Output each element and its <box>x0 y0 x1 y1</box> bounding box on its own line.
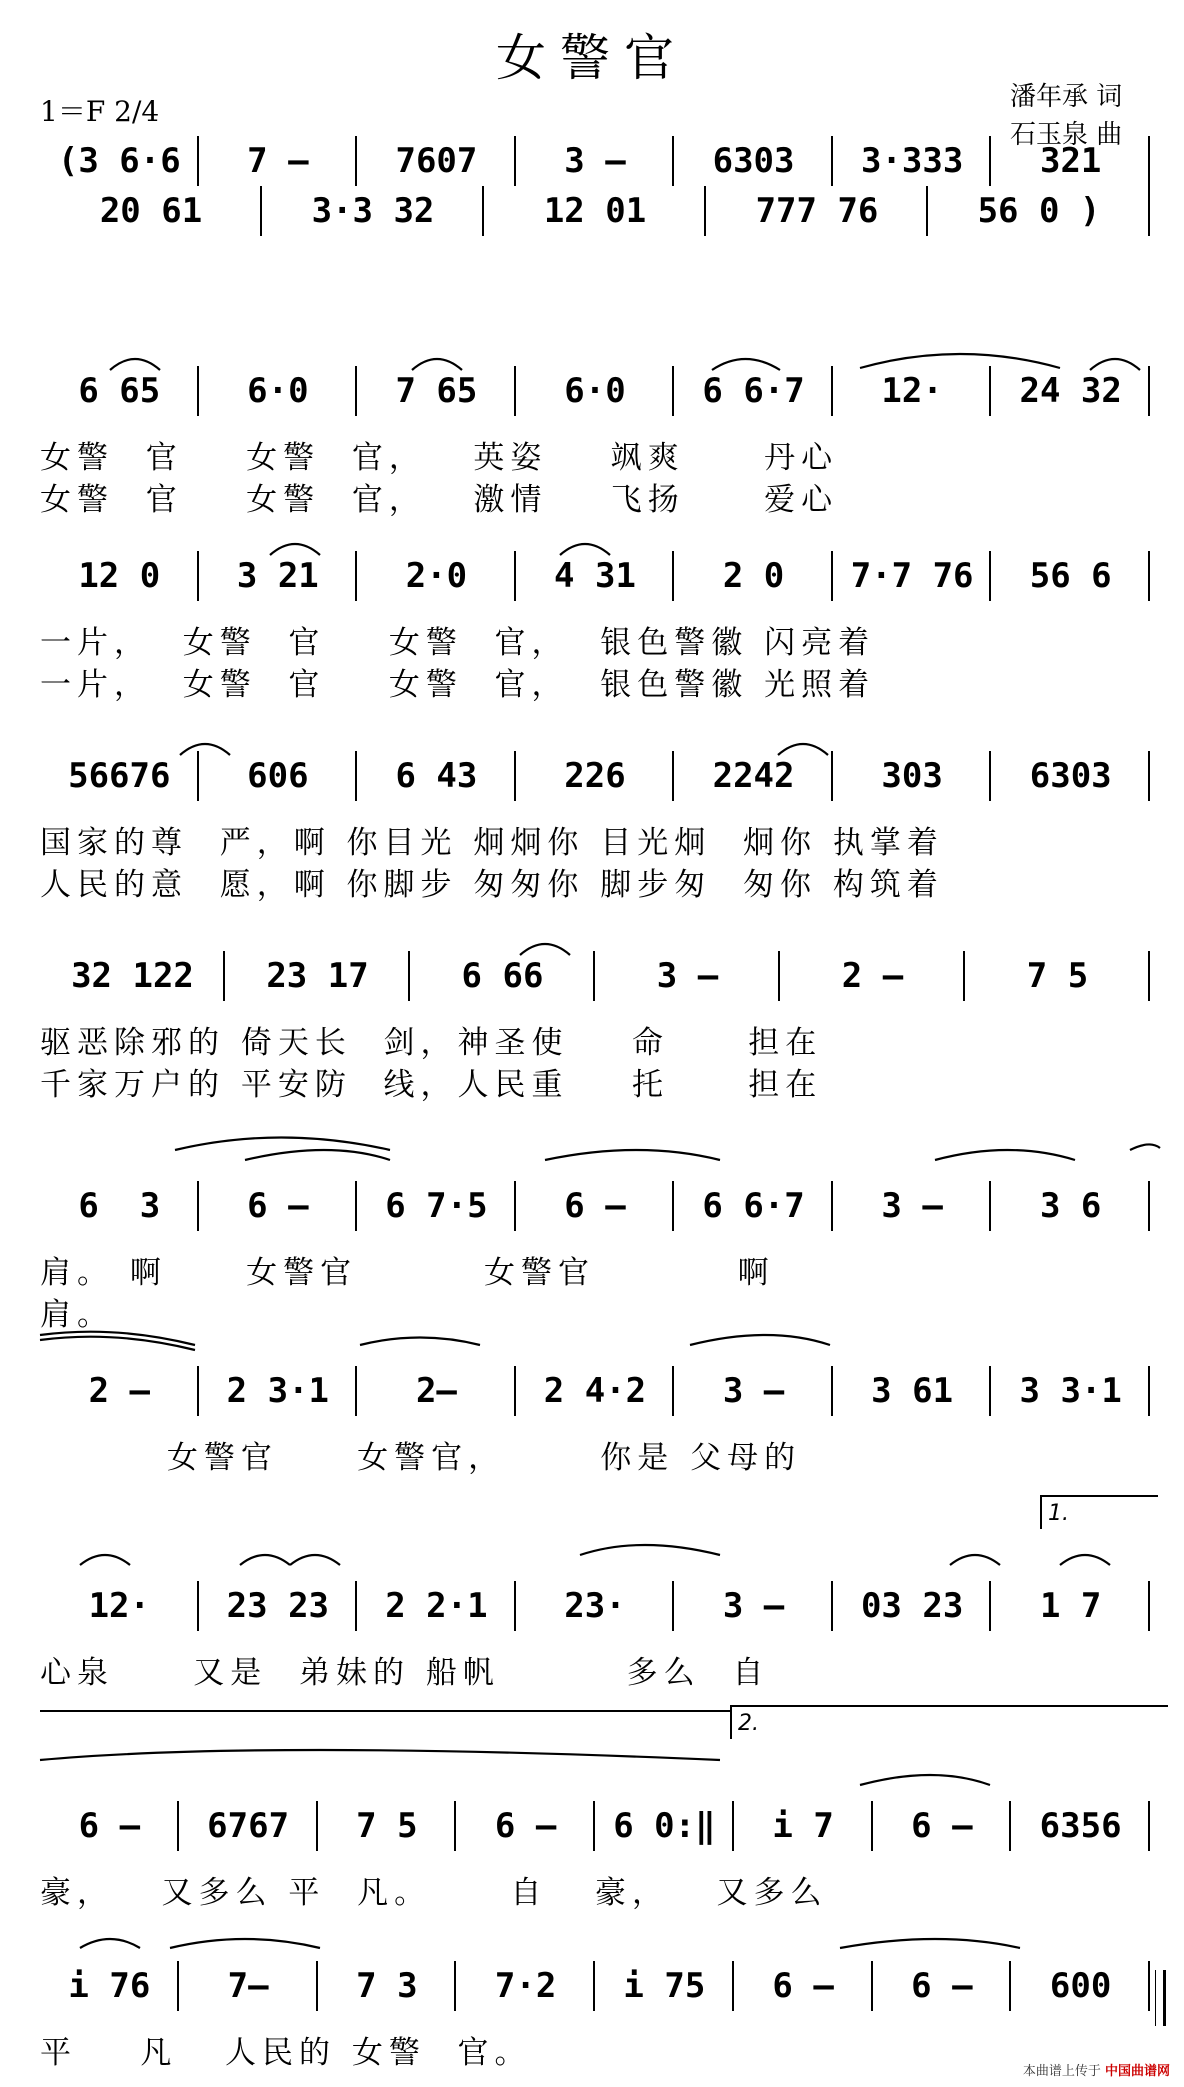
lyric-line: 驱恶除邪的 倚天长 剑，神圣使 命 担在 <box>40 1025 823 1061</box>
measure <box>199 366 358 416</box>
measure-notes: 6 0:‖ <box>613 1806 716 1846</box>
measure-notes: 7 5 <box>356 1806 418 1846</box>
measure <box>780 951 965 1001</box>
lyric-line: 肩。 啊 女警官 女警官 啊 <box>40 1255 775 1291</box>
measure-notes: 6 65 <box>78 371 161 411</box>
measure <box>456 1801 595 1851</box>
measure-notes: 12· <box>881 371 943 411</box>
measure <box>595 1801 734 1851</box>
composer-credit: 石玉泉 曲 <box>1010 120 1123 150</box>
lyric-line: 女警 官 女警 官， 英姿 飒爽 丹心 <box>40 440 839 476</box>
measure <box>873 1961 1012 2011</box>
measure <box>40 186 262 236</box>
measure <box>991 136 1150 186</box>
measure <box>833 551 992 601</box>
measure-notes: 6 – <box>564 1186 626 1226</box>
measure <box>595 1961 734 2011</box>
measure-notes: 2 0 <box>722 556 785 596</box>
measure-notes: 2– <box>415 1371 457 1411</box>
measure <box>199 136 358 186</box>
final-barline <box>1163 1970 1166 2026</box>
measure-notes: 2 – <box>841 956 904 996</box>
measure <box>1011 1961 1150 2011</box>
watermark-text: 本曲谱上传于 <box>1022 2064 1101 2079</box>
measure <box>40 1961 179 2011</box>
measure-notes: 56676 <box>68 756 171 796</box>
measure <box>674 1181 833 1231</box>
key-signature: 1＝F 2/4 <box>40 95 160 128</box>
watermark <box>1023 2060 1170 2079</box>
measure-notes: 7 – <box>247 141 309 181</box>
measure-notes: 7 65 <box>395 371 478 411</box>
lyric-line: 国家的尊 严，啊 你目光 炯炯你 目光炯 炯你 执掌着 <box>40 825 944 861</box>
measure <box>674 751 833 801</box>
measure <box>357 366 516 416</box>
measure-notes: 6767 <box>207 1806 290 1846</box>
measure <box>991 751 1150 801</box>
measure-notes: 6 66 <box>461 956 544 996</box>
measure <box>991 1366 1150 1416</box>
measure <box>262 186 484 236</box>
measure-notes: 20 61 <box>99 191 203 231</box>
measure <box>516 1181 675 1231</box>
measure <box>516 1366 675 1416</box>
measure <box>40 1801 179 1851</box>
measure-notes: 1 7 <box>1039 1586 1102 1626</box>
measure <box>357 136 516 186</box>
measure <box>199 1181 358 1231</box>
score-line <box>0 1175 1184 1239</box>
measure-notes: (3 6·6 <box>57 141 181 181</box>
measure-notes: 606 <box>247 756 309 796</box>
measure-notes: 3 – <box>564 141 626 181</box>
measure-notes: 6303 <box>712 141 795 181</box>
barline <box>1148 951 1150 1001</box>
final-barline-thin <box>1155 1970 1156 2026</box>
barline <box>1148 751 1150 801</box>
volta-1: 1. <box>1040 1495 1158 1529</box>
measure-notes: 7 5 <box>1026 956 1089 996</box>
measure-notes: 777 76 <box>755 191 879 231</box>
measure-notes: 600 <box>1049 1966 1112 2006</box>
measure <box>833 1581 992 1631</box>
measure <box>484 186 706 236</box>
measure <box>516 366 675 416</box>
score-line <box>0 1955 1184 2019</box>
measure-notes: 321 <box>1039 141 1102 181</box>
measure-notes: 56 0 ) <box>977 191 1101 231</box>
measure <box>516 551 675 601</box>
measure-notes: 3 3·1 <box>1019 1371 1122 1411</box>
measure-notes: 7– <box>227 1966 269 2006</box>
measure-notes: 23 23 <box>226 1586 330 1626</box>
measure <box>734 1961 873 2011</box>
barline <box>1148 551 1150 601</box>
measure-notes: 7·7 76 <box>850 556 974 596</box>
measure <box>833 366 992 416</box>
measure-notes: 6·0 <box>564 371 626 411</box>
measure <box>674 551 833 601</box>
measure <box>516 751 675 801</box>
measure <box>40 1181 199 1231</box>
measure-notes: 3·3 32 <box>311 191 435 231</box>
measure-notes: 3·333 <box>860 141 964 181</box>
measure-notes: 3 6 <box>1039 1186 1102 1226</box>
score-line <box>0 1575 1184 1639</box>
measure-notes: 56 6 <box>1029 556 1112 596</box>
lyric-line: 肩。 <box>40 1297 114 1333</box>
measure <box>991 366 1150 416</box>
score-line <box>0 545 1184 609</box>
measure-notes: 3 – <box>722 1371 785 1411</box>
measure <box>357 1181 516 1231</box>
measure <box>179 1961 318 2011</box>
measure-notes: 6 3 <box>78 1186 161 1226</box>
lyric-line: 一片， 女警 官 女警 官， 银色警徽 光照着 <box>40 667 876 703</box>
measure <box>40 366 199 416</box>
measure-notes: 6·0 <box>247 371 309 411</box>
lyric-line: 一片， 女警 官 女警 官， 银色警徽 闪亮着 <box>40 625 876 661</box>
measure-notes: 03 23 <box>860 1586 964 1626</box>
measure-notes: 2 3·1 <box>226 1371 330 1411</box>
measure <box>357 1581 516 1631</box>
measure <box>991 551 1150 601</box>
measure <box>40 751 199 801</box>
measure <box>40 136 199 186</box>
measure <box>456 1961 595 2011</box>
measure-notes: 12· <box>88 1586 150 1626</box>
measure-notes: 3 – <box>881 1186 943 1226</box>
measure-notes: 6 – <box>911 1966 973 2006</box>
volta-1-line <box>40 1710 730 1712</box>
measure <box>318 1801 457 1851</box>
lyric-line: 平 凡 人民的 女警 官。 <box>40 2035 532 2071</box>
measure-notes: i 76 <box>68 1966 151 2006</box>
measure-notes: 6 6·7 <box>702 1186 805 1226</box>
measure <box>516 136 675 186</box>
score-line <box>0 945 1184 1009</box>
measure-notes: 3 21 <box>236 556 319 596</box>
score-line <box>0 745 1184 809</box>
barline <box>1148 1801 1150 1851</box>
barline <box>1148 186 1150 236</box>
measure-notes: 303 <box>881 756 943 796</box>
measure <box>40 551 199 601</box>
measure-notes: i 75 <box>623 1966 706 2006</box>
measure <box>833 136 992 186</box>
lyric-line: 豪， 又多么 平 凡。 自 豪， 又多么 <box>40 1875 828 1911</box>
score-line <box>0 1360 1184 1424</box>
measure-notes: 3 61 <box>871 1371 954 1411</box>
measure-notes: 2 2·1 <box>385 1586 488 1626</box>
measure <box>357 1366 516 1416</box>
measure-notes: 6356 <box>1039 1806 1122 1846</box>
measure <box>674 1581 833 1631</box>
measure <box>833 751 992 801</box>
measure <box>40 1581 199 1631</box>
measure <box>318 1961 457 2011</box>
measure <box>179 1801 318 1851</box>
measure <box>199 551 358 601</box>
measure-notes: 24 32 <box>1019 371 1122 411</box>
measure <box>40 1366 199 1416</box>
measure <box>991 1181 1150 1231</box>
measure <box>410 951 595 1001</box>
score-line <box>0 1795 1184 1859</box>
score-line <box>0 180 1184 244</box>
measure-notes: 32 122 <box>71 956 194 996</box>
measure <box>833 1366 992 1416</box>
measure-notes: 3 – <box>722 1586 785 1626</box>
lyricist-credit: 潘年承 词 <box>1010 82 1123 112</box>
measure-notes: 6 – <box>911 1806 973 1846</box>
measure-notes: 4 31 <box>554 556 636 596</box>
score-line <box>0 360 1184 424</box>
measure <box>357 551 516 601</box>
measure-notes: i 7 <box>772 1806 834 1846</box>
barline <box>1148 1961 1150 2011</box>
measure <box>833 1181 992 1231</box>
measure-notes: 6 6·7 <box>702 371 805 411</box>
volta-2: 2. <box>730 1705 1168 1739</box>
measure-notes: 6 – <box>78 1806 141 1846</box>
song-title: 女警官 <box>496 29 688 87</box>
barline <box>1148 1181 1150 1231</box>
measure <box>991 1581 1150 1631</box>
measure-notes: 12 0 <box>78 556 161 596</box>
measure-notes: 6303 <box>1029 756 1112 796</box>
measure-notes: 2 4·2 <box>543 1371 647 1411</box>
measure <box>199 751 358 801</box>
measure-notes: 2242 <box>712 756 795 796</box>
measure-notes: 6 43 <box>395 756 478 796</box>
measure-notes: 2·0 <box>405 556 468 596</box>
measure <box>1011 1801 1150 1851</box>
measure-notes: 6 7·5 <box>385 1186 488 1226</box>
measure <box>674 1366 833 1416</box>
measure-notes: 6 – <box>247 1186 309 1226</box>
measure <box>674 366 833 416</box>
measure-notes: 7607 <box>395 141 478 181</box>
lyric-line: 人民的意 愿，啊 你脚步 匆匆你 脚步匆 匆你 构筑着 <box>40 867 944 903</box>
measure-notes: 226 <box>564 756 626 796</box>
barline <box>1148 1581 1150 1631</box>
measure <box>965 951 1150 1001</box>
measure-notes: 3 – <box>656 956 719 996</box>
lyric-line: 女警官 女警官， 你是 父母的 <box>40 1440 802 1476</box>
measure <box>928 186 1150 236</box>
watermark-brand: 中国曲谱网 <box>1104 2064 1170 2079</box>
lyric-line: 心泉 又是 弟妹的 船帆 多么 自 <box>40 1655 770 1691</box>
measure <box>199 1366 358 1416</box>
measure-notes: 7·2 <box>494 1966 557 2006</box>
measure <box>199 1581 358 1631</box>
measure-notes: 23· <box>564 1586 626 1626</box>
measure-notes: 6 – <box>494 1806 557 1846</box>
barline <box>1148 366 1150 416</box>
measure <box>595 951 780 1001</box>
measure-notes: 7 3 <box>356 1966 418 2006</box>
barline <box>1148 1366 1150 1416</box>
measure <box>674 136 833 186</box>
measure <box>873 1801 1012 1851</box>
measure-notes: 23 17 <box>266 956 369 996</box>
lyric-line: 千家万户的 平安防 线，人民重 托 担在 <box>40 1067 823 1103</box>
measure <box>734 1801 873 1851</box>
measure <box>357 751 516 801</box>
measure <box>225 951 410 1001</box>
measure <box>706 186 928 236</box>
measure-notes: 2 – <box>88 1371 150 1411</box>
measure-notes: 6 – <box>772 1966 834 2006</box>
measure <box>40 951 225 1001</box>
barline <box>1148 136 1150 186</box>
measure <box>516 1581 675 1631</box>
lyric-line: 女警 官 女警 官， 激情 飞扬 爱心 <box>40 482 839 518</box>
measure-notes: 12 01 <box>543 191 647 231</box>
